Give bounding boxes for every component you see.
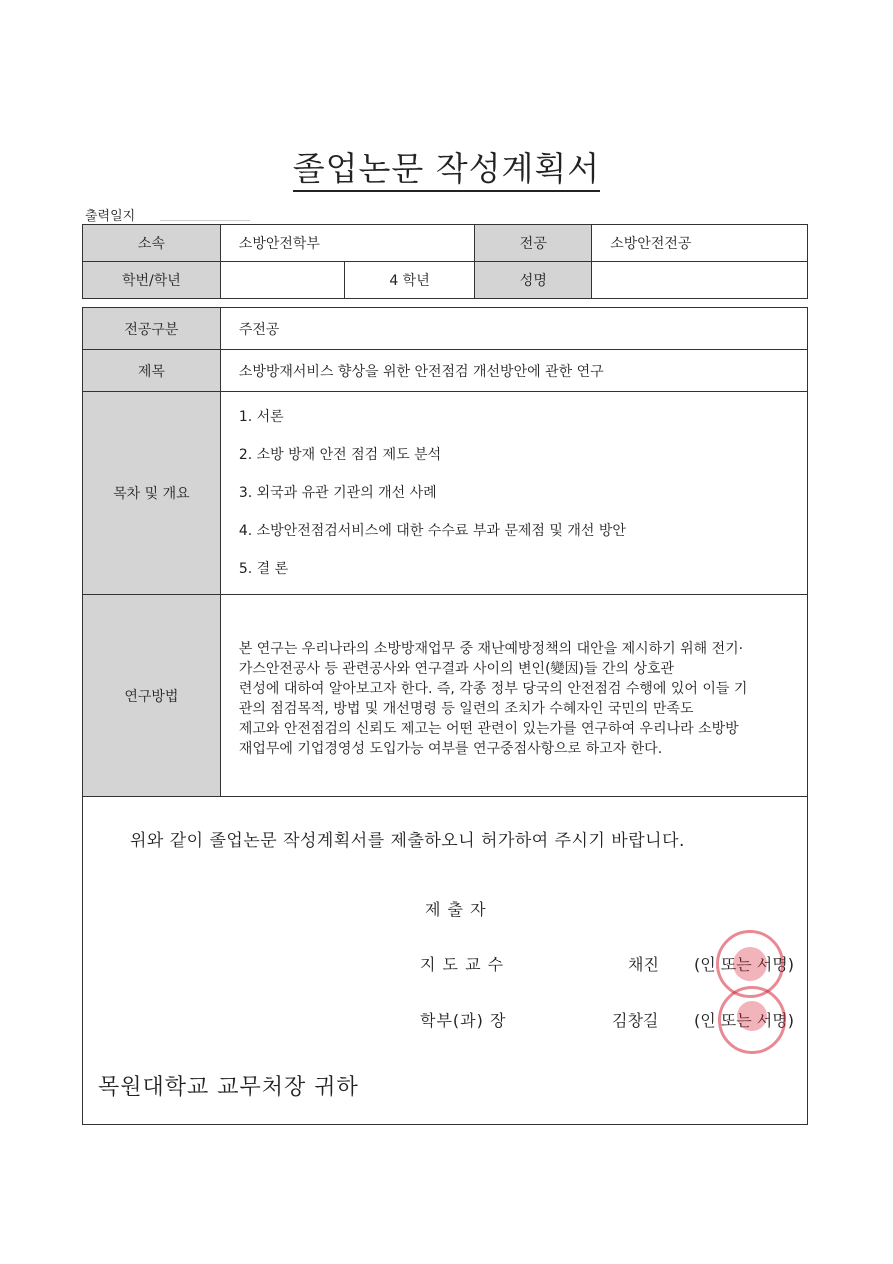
method-line: 련성에 대하여 알아보고자 한다. 즉, 각종 정부 당국의 안전점검 수행에 있어 이들 기 — [238, 680, 748, 697]
affiliation-label: 소속 — [83, 225, 221, 262]
head-seal-stamp — [718, 986, 786, 1054]
print-date-label: 출력일지 — [85, 209, 136, 224]
major-value: 소방안전전공 — [592, 225, 808, 262]
student-id-value — [220, 262, 344, 299]
method-line: 가스안전공사 등 관련공사와 연구결과 사이의 변인(變因)들 간의 상호관 — [238, 660, 675, 677]
head-seal-core — [737, 1001, 767, 1031]
toc-item: 4. 소방안전점검서비스에 대한 수수료 부과 문제점 및 개선 방안 — [238, 523, 626, 539]
major-type-label: 전공구분 — [83, 308, 221, 350]
toc-item: 1. 서론 — [238, 409, 284, 425]
major-label: 전공 — [475, 225, 592, 262]
method-line: 본 연구는 우리나라의 소방방재업무 중 재난예방정책의 대안을 제시하기 위해 전기· — [238, 640, 744, 657]
document-title — [0, 143, 893, 190]
name-value — [592, 262, 808, 299]
thesis-title-label: 제목 — [83, 350, 221, 392]
method-line: 관의 점검목적, 방법 및 개선명령 등 일련의 조치가 수혜자인 국민의 만족도 — [238, 700, 694, 717]
submission-statement: 위와 같이 졸업논문 작성계획서를 제출하오니 허가하여 주시기 바랍니다. — [130, 831, 685, 851]
major-type-value: 주전공 — [220, 308, 807, 350]
submitter-label: 제 출 자 — [425, 900, 487, 919]
affiliation-value: 소방안전학부 — [220, 225, 475, 262]
advisor-name: 채진 — [628, 955, 659, 974]
method-line: 재업무에 기업경영성 도입가능 여부를 연구중점사항으로 하고자 한다. — [238, 740, 663, 757]
toc-label: 목차 및 개요 — [83, 392, 221, 595]
head-label: 학부(과) 장 — [420, 1011, 507, 1030]
student-info-table — [82, 224, 808, 299]
toc-item: 5. 결 론 — [238, 561, 289, 577]
advisor-label: 지 도 교 수 — [420, 955, 505, 974]
head-seal-note: (인 또는 서명) — [694, 1011, 794, 1030]
student-id-label: 학번/학년 — [83, 262, 221, 299]
method-text — [221, 639, 807, 759]
thesis-title-value: 소방방재서비스 향상을 위한 안전점검 개선방안에 관한 연구 — [220, 350, 807, 392]
toc-item: 2. 소방 방재 안전 점검 제도 분석 — [238, 447, 442, 463]
plan-table — [82, 307, 808, 797]
advisor-seal-core — [733, 947, 767, 981]
head-name: 김창길 — [612, 1011, 659, 1030]
toc-item: 3. 외국과 유관 기관의 개선 사례 — [238, 485, 437, 501]
method-line: 제고와 안전점검의 신뢰도 제고는 어떤 관련이 있는가를 연구하여 우리나라 소방방 — [238, 720, 739, 737]
method-cell — [220, 595, 807, 797]
toc-cell — [220, 392, 807, 595]
method-label: 연구방법 — [83, 595, 221, 797]
name-label: 성명 — [475, 262, 592, 299]
grade-value: 4 학년 — [344, 262, 475, 299]
advisor-seal-note: (인 또는 서명) — [694, 955, 794, 974]
recipient-line: 목원대학교 교무처장 귀하 — [98, 1075, 359, 1100]
document-title-text: 졸업논문 작성계획서 — [293, 149, 600, 192]
print-date-line — [160, 220, 250, 221]
